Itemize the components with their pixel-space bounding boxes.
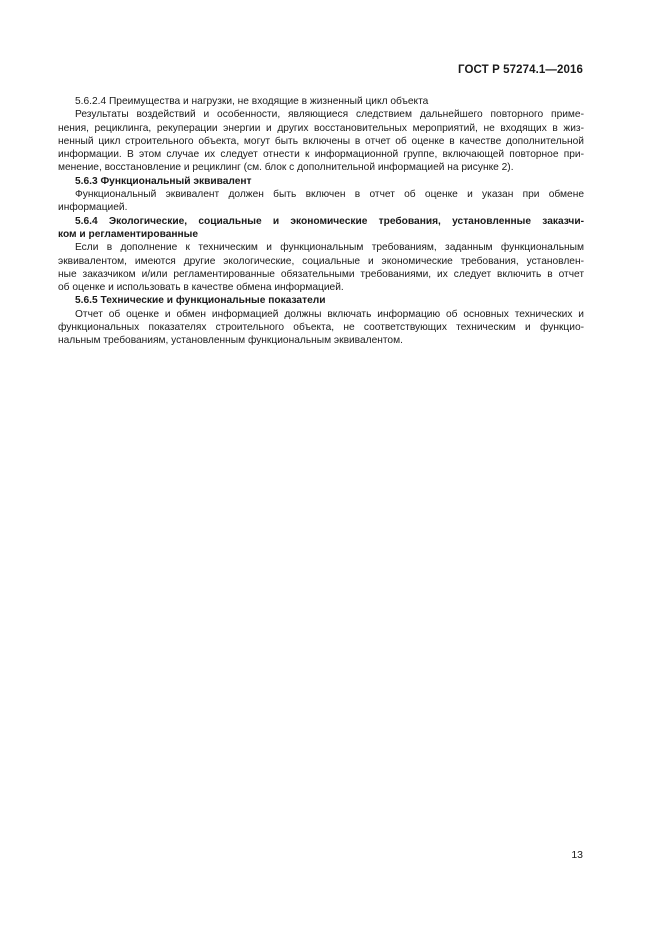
document-body xyxy=(58,95,584,348)
section-5-6-2-4 xyxy=(58,95,584,175)
paragraph-line: Если в дополнение к техническим и функциональным требованиям, заданным функциональным xyxy=(75,242,584,254)
paragraph-line: информации. В этом случае их следует отнести к информационной группе, включающей повторное при- xyxy=(58,149,584,161)
section-heading: 5.6.3 Функциональный эквивалент xyxy=(75,175,252,187)
paragraph-line: эквивалентом, имеются другие экологические, социальные и экономические требования, установлен- xyxy=(58,255,584,267)
paragraph-line: ные заказчиком и/или регламентированные обязательными требованиями, их следует включить в отчет xyxy=(58,268,584,280)
section-heading-continued: ком и регламентированные xyxy=(58,228,199,240)
page-number: 13 xyxy=(571,849,583,861)
paragraph-line: нальным требованиям, установленным функциональным эквивалентом. xyxy=(58,335,403,347)
section-5-6-3 xyxy=(58,175,584,215)
paragraph-line: менение, восстановление и рециклинг (см. блок с дополнительной информацией на рисунке 2). xyxy=(58,162,514,174)
paragraph-line: функциональных показателях строительного объекта, не соответствующих техническим и функцио- xyxy=(58,322,584,334)
section-heading: 5.6.5 Технические и функциональные показатели xyxy=(75,295,326,307)
paragraph-line: об оценке и использовать в качестве обмена информацией. xyxy=(58,282,344,294)
section-heading: 5.6.2.4 Преимущества и нагрузки, не входящие в жизненный цикл объекта xyxy=(75,96,429,107)
paragraph-line: нения, рециклинга, рекуперации энергии и других восстановительных мероприятий, не входящих в жиз- xyxy=(58,122,584,134)
section-5-6-4 xyxy=(58,215,584,295)
section-5-6-5 xyxy=(58,294,584,347)
paragraph-line: Функциональный эквивалент должен быть включен в отчет об оценке и указан при обмене xyxy=(75,189,584,201)
paragraph-line: информацией. xyxy=(58,202,128,214)
paragraph-line: ненный цикл строительного объекта, могут быть включены в отчет об оценке в качестве дополнительной xyxy=(58,135,584,147)
paragraph-line: Результаты воздействий и особенности, являющиеся следствием дальнейшего повторного приме- xyxy=(75,109,584,121)
section-heading: 5.6.4 Экологические, социальные и экономические требования, установленные заказчи- xyxy=(75,215,584,227)
document-standard-header: ГОСТ Р 57274.1—2016 xyxy=(458,64,583,76)
paragraph-line: Отчет об оценке и обмен информацией должны включать информацию об основных технических и xyxy=(75,308,584,320)
